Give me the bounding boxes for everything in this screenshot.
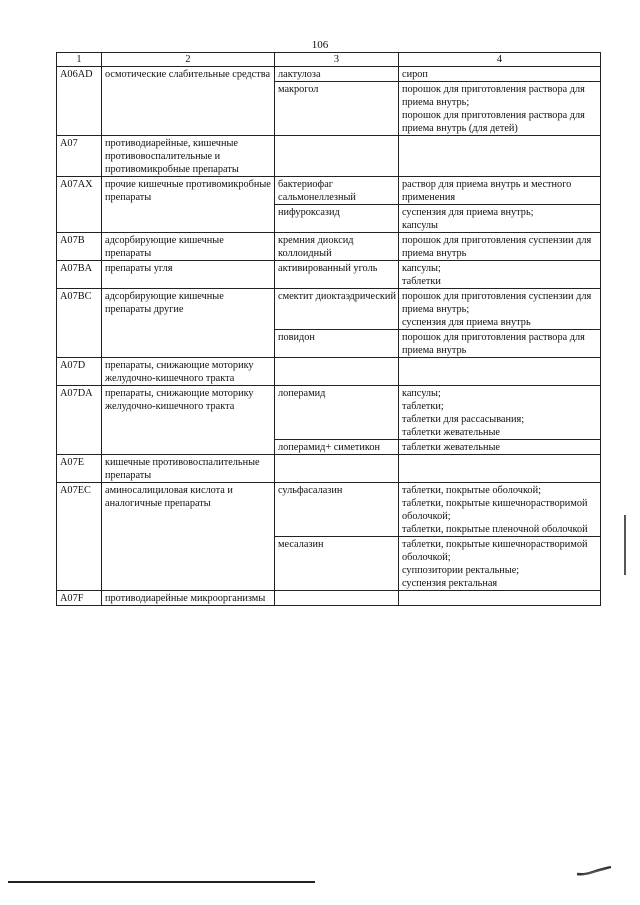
column-header: 3 (275, 53, 399, 67)
drug-name-cell (275, 455, 399, 483)
table-row (57, 386, 601, 440)
group-name-cell: аминосалициловая кислота и аналогичные препараты (102, 483, 275, 591)
atc-code-cell: A07BC (57, 289, 102, 358)
table-row (57, 455, 601, 483)
column-header: 1 (57, 53, 102, 67)
drug-name-cell (275, 136, 399, 177)
group-name-cell: препараты, снижающие моторику желудочно-кишечного тракта (102, 358, 275, 386)
drug-name-cell: сульфасалазин (275, 483, 399, 537)
table-row (57, 289, 601, 330)
group-name-cell: противодиарейные, кишечные противовоспалительные и противомикробные препараты (102, 136, 275, 177)
table-row (57, 261, 601, 289)
dosage-form-cell: сироп (399, 67, 601, 82)
scan-artifact-line (624, 515, 626, 575)
dosage-form-cell: суспензия для приема внутрь; капсулы (399, 205, 601, 233)
dosage-form-cell (399, 591, 601, 606)
group-name-cell: адсорбирующие кишечные препараты (102, 233, 275, 261)
group-name-cell: кишечные противовоспалительные препараты (102, 455, 275, 483)
atc-code-cell: A07AX (57, 177, 102, 233)
group-name-cell: противодиарейные микроорганизмы (102, 591, 275, 606)
atc-code-cell: A07B (57, 233, 102, 261)
group-name-cell: прочие кишечные противомикробные препараты (102, 177, 275, 233)
column-header: 4 (399, 53, 601, 67)
table-header-row (57, 53, 601, 67)
table-row (57, 67, 601, 82)
drug-name-cell: макрогол (275, 82, 399, 136)
dosage-form-cell: раствор для приема внутрь и местного применения (399, 177, 601, 205)
group-name-cell: адсорбирующие кишечные препараты другие (102, 289, 275, 358)
dosage-form-cell: порошок для приготовления суспензии для приема внутрь; суспензия для приема внутрь (399, 289, 601, 330)
scan-artifact-mark (576, 866, 612, 876)
atc-code-cell: A07F (57, 591, 102, 606)
dosage-form-cell: таблетки, покрытые оболочкой; таблетки, покрытые кишечнорастворимой оболочкой; таблетки, покрытые пленочной оболочкой (399, 483, 601, 537)
dosage-form-cell: порошок для приготовления раствора для приема внутрь; порошок для приготовления раствора для приема внутрь (для детей) (399, 82, 601, 136)
drug-name-cell: повидон (275, 330, 399, 358)
dosage-form-cell: таблетки, покрытые кишечнорастворимой оболочкой; суппозитории ректальные; суспензия ректальная (399, 537, 601, 591)
group-name-cell: препараты, снижающие моторику желудочно-кишечного тракта (102, 386, 275, 455)
dosage-form-cell: капсулы; таблетки; таблетки для рассасывания; таблетки жевательные (399, 386, 601, 440)
dosage-form-cell: порошок для приготовления раствора для приема внутрь (399, 330, 601, 358)
table-row (57, 358, 601, 386)
drug-name-cell (275, 358, 399, 386)
drug-name-cell: кремния диоксид коллоидный (275, 233, 399, 261)
dosage-form-cell: капсулы; таблетки (399, 261, 601, 289)
dosage-form-cell (399, 136, 601, 177)
table-body (57, 67, 601, 606)
drug-name-cell: лактулоза (275, 67, 399, 82)
drug-name-cell: лоперамид (275, 386, 399, 440)
drug-name-cell: лоперамид+ симетикон (275, 440, 399, 455)
drug-name-cell: нифуроксазид (275, 205, 399, 233)
dosage-form-cell: порошок для приготовления суспензии для приема внутрь (399, 233, 601, 261)
table-row (57, 591, 601, 606)
group-name-cell: осмотические слабительные средства (102, 67, 275, 136)
atc-code-cell: A07D (57, 358, 102, 386)
column-header: 2 (102, 53, 275, 67)
dosage-form-cell (399, 358, 601, 386)
drug-name-cell: месалазин (275, 537, 399, 591)
atc-code-cell: A07BA (57, 261, 102, 289)
atc-code-cell: A07DA (57, 386, 102, 455)
atc-code-cell: A07 (57, 136, 102, 177)
table-row (57, 177, 601, 205)
table-row (57, 483, 601, 537)
page-number: 106 (311, 39, 329, 51)
dosage-form-cell (399, 455, 601, 483)
drug-name-cell: смектит диоктаэдрический (275, 289, 399, 330)
atc-code-cell: A07EC (57, 483, 102, 591)
drug-name-cell (275, 591, 399, 606)
bottom-rule (8, 881, 315, 883)
table-row (57, 233, 601, 261)
table-row (57, 136, 601, 177)
drug-name-cell: активированный уголь (275, 261, 399, 289)
atc-code-cell: A06AD (57, 67, 102, 136)
drug-classification-table (56, 52, 601, 606)
drug-name-cell: бактериофаг сальмонеллезный (275, 177, 399, 205)
group-name-cell: препараты угля (102, 261, 275, 289)
dosage-form-cell: таблетки жевательные (399, 440, 601, 455)
atc-code-cell: A07E (57, 455, 102, 483)
